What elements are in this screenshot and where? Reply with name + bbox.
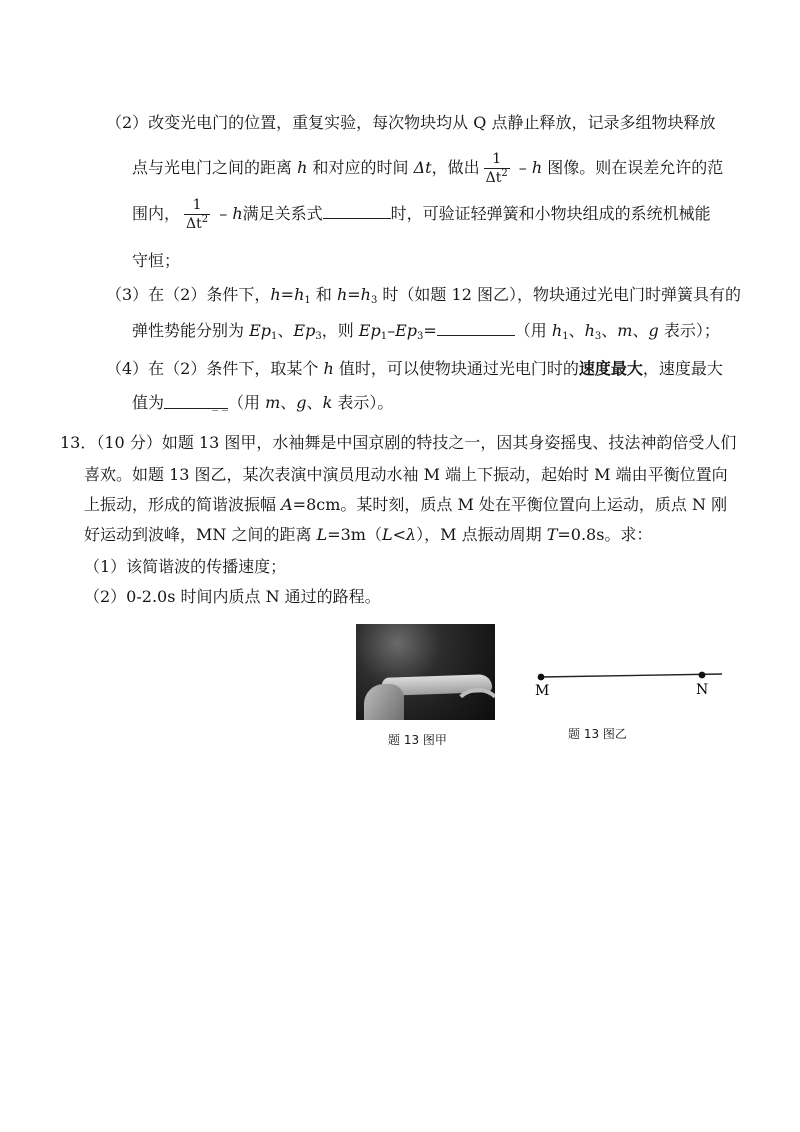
fraction: $\frac{1}{\Delta t^2}$: [186, 197, 209, 232]
answer-blank[interactable]: [323, 203, 391, 219]
q13-sub2: （2）0-2.0s 时间内质点 N 通过的路程。: [84, 587, 381, 606]
q13-line4: 好运动到波峰，MN 之间的距离 L=3m（L<λ），M 点振动周期 T=0.8s。求：: [84, 525, 653, 544]
rope-line: [541, 674, 722, 677]
label-n: N: [696, 682, 709, 698]
q13-line1: 13．（10 分）如题 13 图甲，水袖舞是中国京剧的特技之一，因其身姿摇曳、技法神韵倍受人们: [60, 433, 737, 452]
answer-blank[interactable]: [437, 320, 515, 336]
q12-p2-line1: （2）改变光电门的位置，重复实验，每次物块均从 Q 点静止释放，记录多组物块释放: [106, 113, 716, 132]
answer-blank[interactable]: _ _: [164, 393, 228, 409]
q12-p4-line2: 值为 _ _（用 m、g、k 表示）。: [132, 393, 394, 412]
figure-13a-caption: 题 13 图甲: [388, 733, 447, 747]
q12-p2-line3: 围内， $\frac{1}{\Delta t^2}$ – h满足关系式 时，可验证轻弹簧和小物块组成的系统机械能: [132, 197, 711, 232]
q12-p2-line2: 点与光电门之间的距离 h 和对应的时间 Δt，做出 $\frac{1}{\Delta t^2}$ – h 图像。则在误差允许的范: [132, 151, 724, 186]
q12-p3-line1: （3）在（2）条件下，$h=h_1$ 和 $h=h_3$ 时（如题 12 图乙），物块通过光电门时弹簧具有的: [106, 285, 741, 306]
q13-line3: 上振动，形成的简谐波振幅 A=8cm。某时刻，质点 M 处在平衡位置向上运动，质点 N 刚: [84, 495, 728, 514]
q12-p3-line2: 弹性势能分别为 $Ep_1$、$Ep_3$，则 $Ep_1-Ep_3=$ （用 $h_1$、$h_3$、m、g 表示）；: [132, 321, 720, 342]
fraction: $\frac{1}{\Delta t^2}$: [485, 151, 508, 186]
water-sleeve-photo: [356, 624, 495, 720]
point-m: [538, 674, 545, 681]
q13-line2: 喜欢。如题 13 图乙，某次表演中演员甩动水袖 M 端上下振动，起始时 M 端由平衡位置向: [84, 465, 728, 484]
q12-p2-line4: 守恒；: [132, 251, 181, 270]
mn-line-diagram: [532, 668, 732, 708]
q12-p4-line1: （4）在（2）条件下，取某个 h 值时，可以使物块通过光电门时的速度最大，速度最大: [106, 359, 723, 378]
q13-sub1: （1）该简谐波的传播速度；: [84, 557, 287, 576]
label-m: M: [535, 683, 550, 699]
figure-13b-caption: 题 13 图乙: [568, 727, 627, 741]
point-n: [699, 672, 706, 679]
